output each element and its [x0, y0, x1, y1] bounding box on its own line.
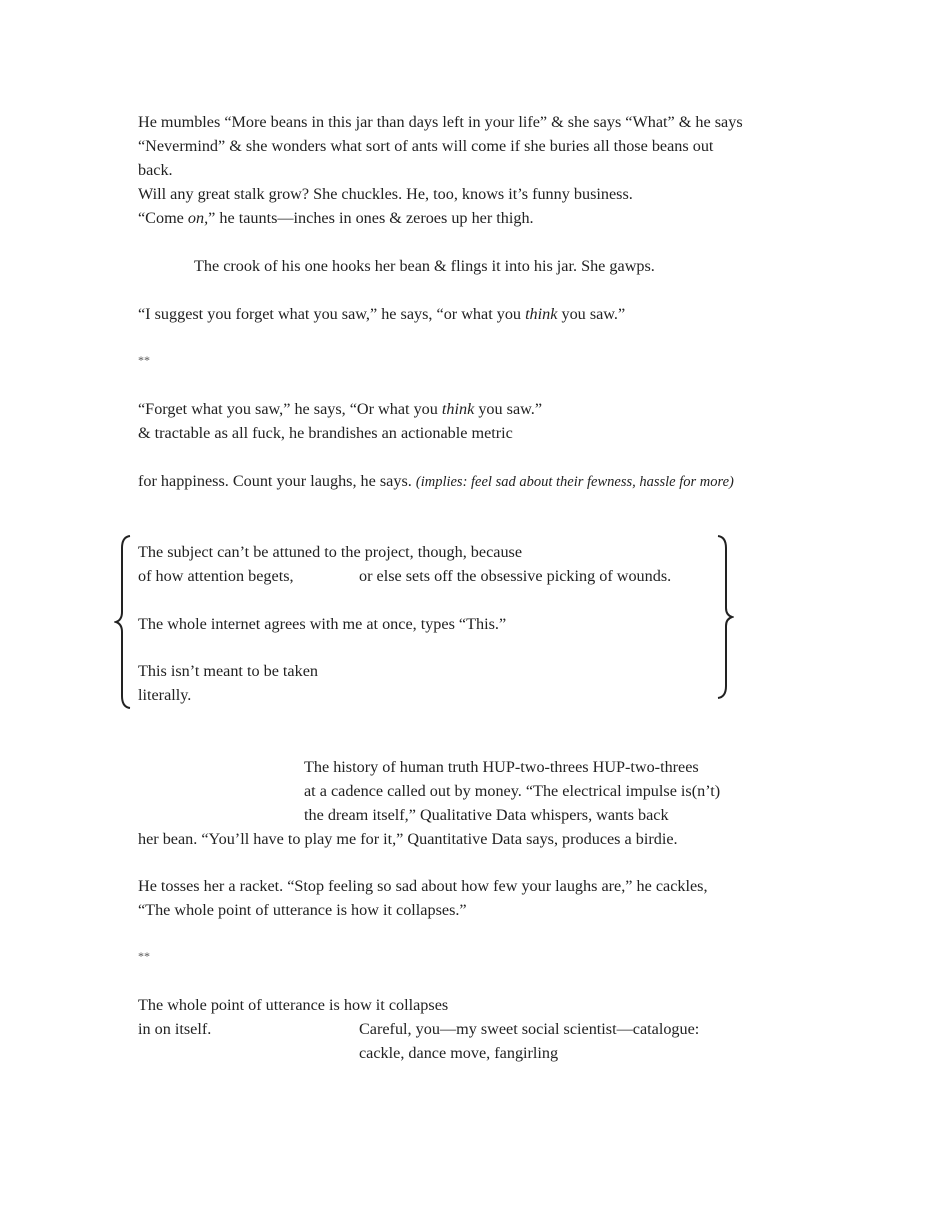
- stanza-2: The crook of his one hooks her bean & flings it into his jar. She gawps.: [194, 257, 655, 275]
- text-line: “Nevermind” & she wonders what sort of ants will come if she buries all those beans out: [138, 137, 714, 155]
- text-run: you saw.”: [557, 305, 626, 323]
- text-run: “Forget what you saw,” he says, “Or what you: [138, 400, 442, 418]
- italic-aside: (implies: feel sad about their fewness, hassle for more): [415, 474, 734, 490]
- text-line: He tosses her a racket. “Stop feeling so sad about how few your laughs are,” he cackles,: [138, 877, 708, 895]
- text-line: [138, 399, 542, 419]
- text-line: The history of human truth HUP-two-threes HUP-two-threes: [304, 758, 699, 776]
- text-run: “Come: [138, 209, 188, 227]
- text-line: [138, 471, 734, 492]
- text-run: for happiness. Count your laughs, he says.: [138, 472, 416, 490]
- text-line: Careful, you—my sweet social scientist—catalogue:: [359, 1020, 700, 1038]
- stanza-3: [138, 304, 625, 324]
- text-line: “The whole point of utterance is how it collapses.”: [138, 901, 467, 919]
- italic-text: on,: [187, 209, 209, 227]
- text-line: This isn’t meant to be taken: [138, 662, 318, 680]
- text-run: you saw.”: [474, 400, 543, 418]
- italic-text: think: [525, 305, 558, 323]
- text-run: ” he taunts—inches in ones & zeroes up her thigh.: [208, 209, 534, 227]
- text-line: at a cadence called out by money. “The electrical impulse is(n’t): [304, 782, 721, 800]
- section-separator: **: [138, 949, 150, 963]
- text-line: of how attention begets,: [138, 567, 294, 585]
- right-brace-icon: [714, 534, 734, 700]
- text-line: He mumbles “More beans in this jar than days left in your life” & she says “What” & he says: [138, 113, 743, 131]
- text-line: The whole point of utterance is how it collapses: [138, 996, 449, 1014]
- text-line: Will any great stalk grow? She chuckles. He, too, knows it’s funny business.: [138, 185, 633, 203]
- text-line: The whole internet agrees with me at once, types “This.”: [138, 615, 507, 633]
- section-separator: **: [138, 353, 150, 367]
- text-line: in on itself.: [138, 1020, 212, 1038]
- text-line: & tractable as all fuck, he brandishes an actionable metric: [138, 424, 513, 442]
- text-run: “I suggest you forget what you saw,” he says, “or what you: [138, 305, 526, 323]
- italic-text: think: [441, 400, 475, 418]
- left-brace-icon: [114, 534, 134, 710]
- text-line: cackle, dance move, fangirling: [359, 1044, 559, 1062]
- text-line: [138, 208, 534, 228]
- text-line: The subject can’t be attuned to the project, though, because: [138, 543, 523, 561]
- text-line: literally.: [138, 686, 192, 704]
- text-line: her bean. “You’ll have to play me for it,” Quantitative Data says, produces a birdie.: [138, 830, 678, 848]
- text-line: or else sets off the obsessive picking of wounds.: [359, 567, 672, 585]
- text-line: the dream itself,” Qualitative Data whispers, wants back: [304, 806, 669, 824]
- text-line: back.: [138, 161, 173, 179]
